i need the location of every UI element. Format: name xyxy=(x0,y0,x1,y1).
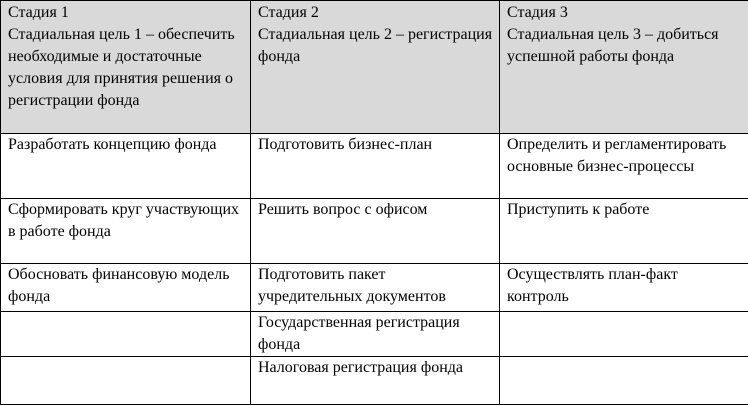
table-cell: Определить и регламентировать основные бизнес-процессы xyxy=(500,134,748,199)
table-cell: Налоговая регистрация фонда xyxy=(251,357,500,405)
stage-goal: Стадиальная цель 1 – обеспечить необходимые и достаточные условия для принятия решения о регистрации фонда xyxy=(8,24,244,112)
table-row xyxy=(1,264,748,312)
table-cell: Сформировать круг участвующих в работе фонда xyxy=(1,199,251,264)
table-cell xyxy=(500,312,748,357)
table-cell: Подготовить пакет учредительных документов xyxy=(251,264,500,312)
table-cell: Обосновать финансовую модель фонда xyxy=(1,264,251,312)
table-row xyxy=(1,312,748,357)
table-cell xyxy=(500,357,748,405)
table-cell xyxy=(1,357,251,405)
stage-goal: Стадиальная цель 2 – регистрация фонда xyxy=(258,24,493,68)
header-cell-stage-1 xyxy=(1,1,251,134)
table-cell xyxy=(1,312,251,357)
table-row xyxy=(1,199,748,264)
stage-goal: Стадиальная цель 3 – добиться успешной работы фонда xyxy=(507,24,742,68)
table-row xyxy=(1,134,748,199)
table-cell: Разработать концепцию фонда xyxy=(1,134,251,199)
stage-title: Стадия 1 xyxy=(8,2,244,24)
header-cell-stage-3 xyxy=(500,1,748,134)
table-cell: Подготовить бизнес-план xyxy=(251,134,500,199)
table-row xyxy=(1,357,748,405)
stage-title: Стадия 3 xyxy=(507,2,742,24)
header-row xyxy=(1,1,748,134)
table-cell: Решить вопрос с офисом xyxy=(251,199,500,264)
table-cell: Государственная регистрация фонда xyxy=(251,312,500,357)
table-cell: Приступить к работе xyxy=(500,199,748,264)
header-cell-stage-2 xyxy=(251,1,500,134)
stage-title: Стадия 2 xyxy=(258,2,493,24)
table-cell: Осуществлять план-факт контроль xyxy=(500,264,748,312)
